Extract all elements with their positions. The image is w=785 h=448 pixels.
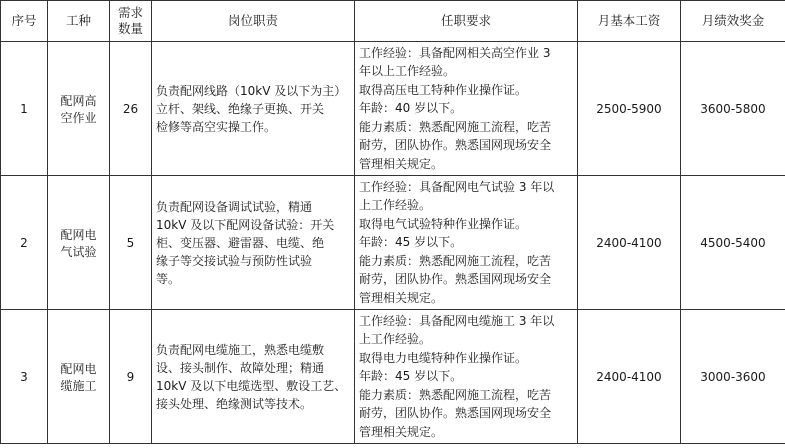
row-no: 2: [1, 176, 48, 310]
row-type: [48, 42, 110, 176]
row-quantity: 5: [110, 176, 152, 310]
row-quantity: 9: [110, 310, 152, 444]
row-type: [48, 310, 110, 444]
row-requirement-line: 工作经验：具备配网相关高空作业 3: [359, 45, 551, 60]
row-type-line: 空作业: [60, 110, 97, 125]
row-quantity: 26: [110, 42, 152, 176]
row-requirement-line: 年龄：40 岁以下。: [359, 101, 463, 116]
row-requirement-line: 耐劳，团队协作。熟悉国网现场安全: [359, 138, 552, 153]
row-requirement-line: 工作经验：具备配网电缆施工 3 年以: [359, 313, 555, 328]
row-bonus: 3600-5800: [681, 42, 785, 176]
row-type-line: 缆施工: [60, 378, 97, 393]
row-requirement-line: 能力素质：熟悉配网施工流程，吃苦: [359, 253, 552, 268]
row-requirements: [355, 310, 578, 444]
row-duty-line: 立杆、架线、绝缘子更换、开关: [156, 101, 325, 116]
header-no: 序号: [1, 1, 48, 42]
row-type: [48, 176, 110, 310]
row-duty-line: 负责配网线路（10kV 及以下为主）: [156, 83, 347, 98]
table-row: [1, 310, 785, 444]
row-duty-line: 等。: [156, 271, 181, 286]
table-row: [1, 176, 785, 310]
header-quantity: [110, 1, 152, 42]
row-requirement-line: 年以上工作经验。: [359, 64, 456, 79]
row-requirement-line: 能力素质：熟悉配网施工流程，吃苦: [359, 119, 552, 134]
header-base-salary: 月基本工资: [578, 1, 681, 42]
table-header-row: [1, 1, 785, 42]
row-requirement-line: 耐劳，团队协作。熟悉国网现场安全: [359, 272, 552, 287]
row-no: 1: [1, 42, 48, 176]
row-no: 3: [1, 310, 48, 444]
row-base-salary: 2400-4100: [578, 176, 681, 310]
row-duty: [152, 310, 355, 444]
row-type-line: 配网电: [60, 227, 97, 242]
header-requirements: 任职要求: [355, 1, 578, 42]
row-requirement-line: 耐劳，团队协作。熟悉国网现场安全: [359, 406, 552, 421]
row-duty-line: 缘子等交接试验与预防性试验: [156, 253, 313, 268]
row-duty-line: 负责配网电缆施工，熟悉电缆敷: [156, 342, 325, 357]
row-type-line: 配网高: [60, 93, 97, 108]
row-duty-line: 检修等高空实操工作。: [156, 119, 277, 134]
row-type-line: 气试验: [60, 244, 97, 259]
header-quantity-line: 需求: [117, 5, 143, 20]
header-bonus: 月绩效奖金: [681, 1, 785, 42]
row-requirement-line: 年龄：45 岁以下。: [359, 235, 463, 250]
row-requirement-line: 上工作经验。: [359, 332, 432, 347]
row-requirement-line: 管理相关规定。: [359, 424, 444, 439]
row-requirement-line: 工作经验：具备配网电气试验 3 年以: [359, 179, 555, 194]
row-duty-line: 10kV 及以下电缆选型、敷设工艺、: [156, 378, 347, 393]
row-base-salary: 2500-5900: [578, 42, 681, 176]
row-duty-line: 负责配网设备调试试验，精通: [156, 199, 313, 214]
row-duty-line: 柜、变压器、避雷器、电缆、绝: [156, 235, 325, 250]
row-requirement-line: 管理相关规定。: [359, 156, 444, 171]
row-requirement-line: 取得电力电缆特种作业操作证。: [359, 350, 528, 365]
row-type-line: 配网电: [60, 361, 97, 376]
row-duty-line: 接头处理、绝缘测试等技术。: [156, 396, 313, 411]
header-quantity-line: 数量: [117, 21, 143, 36]
header-type: 工种: [48, 1, 110, 42]
row-duty: [152, 42, 355, 176]
row-duty-line: 10kV 及以下配网设备试验：开关: [156, 217, 335, 232]
row-base-salary: 2400-4100: [578, 310, 681, 444]
row-requirement-line: 年龄：45 岁以下。: [359, 369, 463, 384]
row-requirement-line: 取得高压电工特种作业操作证。: [359, 82, 528, 97]
row-requirement-line: 管理相关规定。: [359, 290, 444, 305]
row-duty: [152, 176, 355, 310]
table-row: [1, 42, 785, 176]
row-requirements: [355, 176, 578, 310]
row-requirement-line: 取得电气试验特种作业操作证。: [359, 216, 528, 231]
row-duty-line: 设、接头制作、故障处理；精通: [156, 360, 325, 375]
header-duty: 岗位职责: [152, 1, 355, 42]
row-requirement-line: 上工作经验。: [359, 198, 432, 213]
row-bonus: 4500-5400: [681, 176, 785, 310]
row-requirement-line: 能力素质：熟悉配网施工流程，吃苦: [359, 387, 552, 402]
row-requirements: [355, 42, 578, 176]
row-bonus: 3000-3600: [681, 310, 785, 444]
